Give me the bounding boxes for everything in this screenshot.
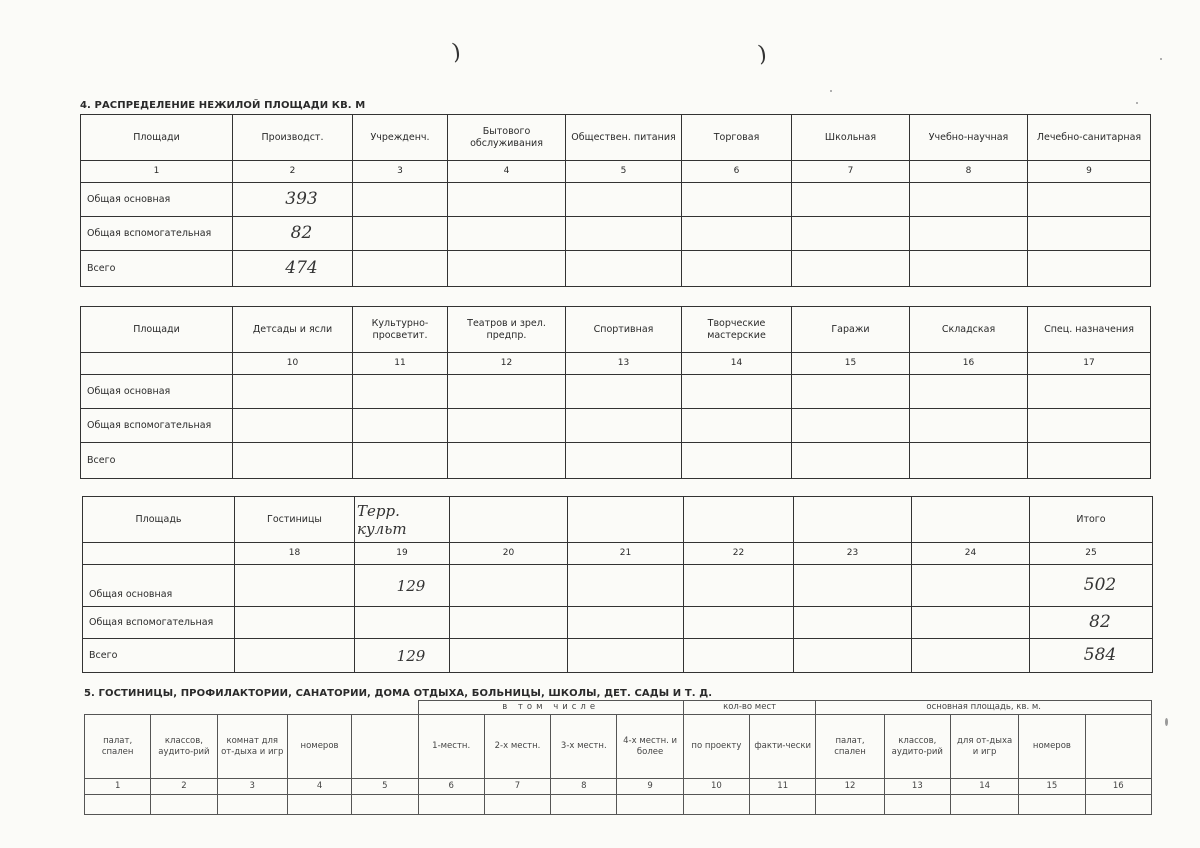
- table-area-2: [80, 306, 1151, 479]
- s5-col-10: по проекту: [683, 715, 749, 779]
- s5-col-2: классов, аудито-рий: [151, 715, 217, 779]
- s5-group-v-tom-chisle: в том числе: [418, 701, 683, 715]
- t1-num-2: 2: [233, 161, 353, 183]
- t1-aux-production-value: 82: [290, 223, 313, 244]
- t3-col-25: Итого: [1030, 497, 1153, 543]
- t2-header-label: Площади: [81, 307, 233, 353]
- t3-col-20: [450, 497, 568, 543]
- s5-col-6: 1-местн.: [418, 715, 484, 779]
- t1-col-8: Учебно-научная: [910, 115, 1028, 161]
- s5-num-14: 14: [950, 779, 1018, 795]
- t2-num-14: 14: [682, 353, 792, 375]
- s5-col-3: комнат для от-дыха и игр: [217, 715, 287, 779]
- t2-row-total-label: Всего: [81, 443, 233, 479]
- t2-num-11: 11: [353, 353, 448, 375]
- t1-col-7: Школьная: [792, 115, 910, 161]
- t1-num-4: 4: [448, 161, 566, 183]
- t3-num-blank: [83, 543, 235, 565]
- section4-title: 4. РАСПРЕДЕЛЕНИЕ НЕЖИЛОЙ ПЛОЩАДИ КВ. М: [80, 100, 366, 111]
- t3-num-20: 20: [450, 543, 568, 565]
- s5-col-9: 4-х местн. и более: [617, 715, 683, 779]
- s5-col-5: [352, 715, 418, 779]
- t2-num-15: 15: [792, 353, 910, 375]
- t1-col-3: Учрежденч.: [353, 115, 448, 161]
- s5-num-4: 4: [287, 779, 351, 795]
- s5-col-15: номеров: [1019, 715, 1085, 779]
- t3-num-24: 24: [912, 543, 1030, 565]
- t1-col-4: Бытового обслуживания: [448, 115, 566, 161]
- s5-num-3: 3: [217, 779, 287, 795]
- s5-col-12: палат, спален: [816, 715, 884, 779]
- s5-num-9: 9: [617, 779, 683, 795]
- t1-total-production-value: 474: [285, 258, 318, 279]
- t2-num-16: 16: [910, 353, 1028, 375]
- corner-mark-right: ): [756, 41, 769, 68]
- t3-total-19-value: 129: [396, 646, 426, 665]
- t1-col-5: Обществен. питания: [566, 115, 682, 161]
- t2-num-blank: [81, 353, 233, 375]
- s5-col-13: классов, аудито-рий: [884, 715, 950, 779]
- scan-speck: [1165, 718, 1168, 726]
- scan-speck: [1136, 102, 1138, 104]
- t1-num-9: 9: [1028, 161, 1151, 183]
- scan-speck: [830, 90, 832, 92]
- t1-num-1: 1: [81, 161, 233, 183]
- t1-main-production-value: 393: [285, 189, 318, 210]
- s5-col-8: 3-х местн.: [551, 715, 617, 779]
- t3-header-label: Площадь: [83, 497, 235, 543]
- s5-num-5: 5: [352, 779, 418, 795]
- s5-num-6: 6: [418, 779, 484, 795]
- t1-num-5: 5: [566, 161, 682, 183]
- s5-num-16: 16: [1085, 779, 1151, 795]
- s5-col-1: палат, спален: [85, 715, 151, 779]
- t3-main-19-value: 129: [396, 576, 426, 595]
- s5-num-2: 2: [151, 779, 217, 795]
- t2-col-14: Творческие мастерские: [682, 307, 792, 353]
- t3-num-22: 22: [684, 543, 794, 565]
- t1-num-3: 3: [353, 161, 448, 183]
- t3-num-25: 25: [1030, 543, 1153, 565]
- t3-num-18: 18: [235, 543, 355, 565]
- t3-total-total-value: 584: [1083, 645, 1117, 666]
- t1-row-main-label: Общая основная: [81, 183, 233, 217]
- t1-num-7: 7: [792, 161, 910, 183]
- t1-col-2: Производст.: [233, 115, 353, 161]
- t3-row-aux-label: Общая вспомогательная: [83, 607, 235, 639]
- t1-header-label: Площади: [81, 115, 233, 161]
- t2-col-13: Спортивная: [566, 307, 682, 353]
- t2-num-13: 13: [566, 353, 682, 375]
- t2-num-12: 12: [448, 353, 566, 375]
- t1-col-9: Лечебно-санитарная: [1028, 115, 1151, 161]
- t3-num-21: 21: [568, 543, 684, 565]
- s5-col-14: для от-дыха и игр: [950, 715, 1018, 779]
- s5-col-7: 2-х местн.: [484, 715, 550, 779]
- t1-row-aux-label: Общая вспомогательная: [81, 217, 233, 251]
- t3-row-total-label: Всего: [83, 639, 235, 673]
- t1-num-6: 6: [682, 161, 792, 183]
- t2-col-11: Культурно-просветит.: [353, 307, 448, 353]
- t2-row-aux-label: Общая вспомогательная: [81, 409, 233, 443]
- t3-col-18: Гостиницы: [235, 497, 355, 543]
- t1-num-8: 8: [910, 161, 1028, 183]
- t3-num-19: 19: [355, 543, 450, 565]
- s5-col-16: [1085, 715, 1151, 779]
- s5-col-11: факти-чески: [750, 715, 816, 779]
- t2-col-10: Детсады и ясли: [233, 307, 353, 353]
- s5-num-1: 1: [85, 779, 151, 795]
- s5-col-4: номеров: [287, 715, 351, 779]
- t2-row-main-label: Общая основная: [81, 375, 233, 409]
- t3-col-23: [794, 497, 912, 543]
- s5-num-7: 7: [484, 779, 550, 795]
- section5-title: 5. ГОСТИНИЦЫ, ПРОФИЛАКТОРИИ, САНАТОРИИ, ДОМА ОТДЫХА, БОЛЬНИЦЫ, ШКОЛЫ, ДЕТ. САДЫ И Т. Д.: [84, 688, 713, 699]
- s5-group-kol-vo-mest: кол-во мест: [683, 701, 816, 715]
- table-area-1: [80, 114, 1151, 287]
- t2-col-15: Гаражи: [792, 307, 910, 353]
- t3-col-22: [684, 497, 794, 543]
- t3-aux-total-value: 82: [1089, 612, 1111, 633]
- s5-num-8: 8: [551, 779, 617, 795]
- t2-num-17: 17: [1028, 353, 1151, 375]
- s5-num-12: 12: [816, 779, 884, 795]
- corner-mark-left: ): [450, 39, 463, 66]
- s5-num-11: 11: [750, 779, 816, 795]
- s5-num-13: 13: [884, 779, 950, 795]
- table-area-3: [82, 496, 1153, 673]
- t3-main-total-value: 502: [1083, 575, 1117, 596]
- table-section5: [84, 700, 1152, 815]
- t2-col-16: Складская: [910, 307, 1028, 353]
- t1-row-total-label: Всего: [81, 251, 233, 287]
- s5-num-15: 15: [1019, 779, 1085, 795]
- t3-row-main-label: Общая основная: [83, 565, 235, 607]
- s5-group-osnovnaya: основная площадь, кв. м.: [816, 701, 1152, 715]
- t2-col-12: Театров и зрел. предпр.: [448, 307, 566, 353]
- t3-col-24: [912, 497, 1030, 543]
- t1-col-6: Торговая: [682, 115, 792, 161]
- t3-num-23: 23: [794, 543, 912, 565]
- scan-speck: [1160, 58, 1162, 60]
- t2-num-10: 10: [233, 353, 353, 375]
- t2-col-17: Спец. назначения: [1028, 307, 1151, 353]
- t3-col-21: [568, 497, 684, 543]
- s5-num-10: 10: [683, 779, 749, 795]
- t3-col-19-handwritten: Терр. культ: [357, 501, 407, 538]
